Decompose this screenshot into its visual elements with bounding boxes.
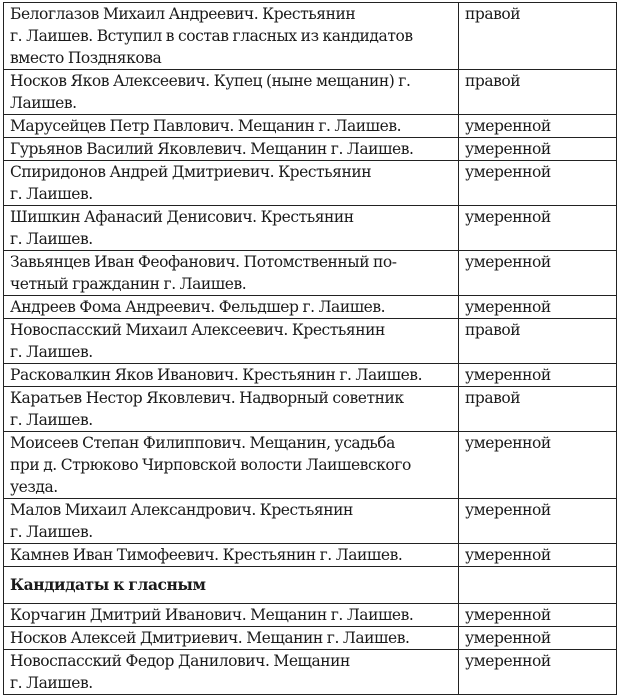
person-description-cell <box>4 650 459 695</box>
candidate-row <box>4 627 617 650</box>
person-description-cell <box>4 206 459 251</box>
description-line: Новоспасский Федор Данилович. Мещанин <box>10 652 350 670</box>
deputies-table <box>3 2 617 695</box>
table-row <box>4 115 617 138</box>
description-line: г. Лаишев. <box>10 674 93 692</box>
description-line: вместо Позднякова <box>10 49 162 67</box>
table-row <box>4 138 617 161</box>
party-cell: умеренной <box>459 604 617 627</box>
description-line: Новоспасский Михаил Алексеевич. Крестьянин <box>10 321 385 339</box>
description-line: г. Лаишев. <box>10 230 93 248</box>
description-line: г. Лаишев. <box>10 411 93 429</box>
description-line: Камнев Иван Тимофеевич. Крестьянин г. Лаишев. <box>10 546 403 564</box>
person-description-cell <box>4 499 459 544</box>
party-cell: правой <box>459 70 617 115</box>
description-line: Каратьев Нестор Яковлевич. Надворный советник <box>10 389 404 407</box>
description-line: г. Лаишев. Вступил в состав гласных из кандидатов <box>10 27 413 45</box>
description-line: Гурьянов Василий Яковлевич. Мещанин г. Лаишев. <box>10 140 414 158</box>
table-row <box>4 319 617 364</box>
person-description-cell <box>4 251 459 296</box>
table-row <box>4 3 617 70</box>
candidates-heading-row <box>4 567 617 604</box>
person-description-cell <box>4 432 459 499</box>
description-line: Носков Яков Алексеевич. Купец (ныне мещанин) г. <box>10 72 411 90</box>
table-row <box>4 70 617 115</box>
description-line: Носков Алексей Дмитриевич. Мещанин г. Лаишев. <box>10 629 410 647</box>
description-line: Марусейцев Петр Павлович. Мещанин г. Лаишев. <box>10 117 402 135</box>
description-line: г. Лаишев. <box>10 343 93 361</box>
description-line: Расковалкин Яков Иванович. Крестьянин г. Лаишев. <box>10 366 423 384</box>
party-cell: правой <box>459 3 617 70</box>
table-row <box>4 499 617 544</box>
table-row <box>4 387 617 432</box>
party-cell: умеренной <box>459 544 617 567</box>
party-cell: умеренной <box>459 115 617 138</box>
description-line: Лаишев. <box>10 94 77 112</box>
person-description-cell <box>4 70 459 115</box>
description-line: Моисеев Степан Филиппович. Мещанин, усадьба <box>10 434 395 452</box>
person-description-cell <box>4 115 459 138</box>
candidates-heading: Кандидаты к гласным <box>4 567 459 604</box>
description-line: г. Лаишев. <box>10 185 93 203</box>
table-row <box>4 544 617 567</box>
party-cell: правой <box>459 319 617 364</box>
party-cell: правой <box>459 387 617 432</box>
party-cell: умеренной <box>459 161 617 206</box>
deputies-table-body <box>4 3 617 695</box>
empty-cell <box>459 567 617 604</box>
party-cell: умеренной <box>459 138 617 161</box>
table-row <box>4 161 617 206</box>
party-cell: умеренной <box>459 499 617 544</box>
party-cell: умеренной <box>459 251 617 296</box>
party-cell: умеренной <box>459 364 617 387</box>
person-description-cell <box>4 364 459 387</box>
description-line: Малов Михаил Александрович. Крестьянин <box>10 501 353 519</box>
table-row <box>4 364 617 387</box>
person-description-cell <box>4 319 459 364</box>
party-cell: умеренной <box>459 206 617 251</box>
description-line: Спиридонов Андрей Дмитриевич. Крестьянин <box>10 163 372 181</box>
description-line: уезда. <box>10 478 58 496</box>
description-line: Белоглазов Михаил Андреевич. Крестьянин <box>10 5 356 23</box>
person-description-cell <box>4 604 459 627</box>
person-description-cell <box>4 161 459 206</box>
description-line: г. Лаишев. <box>10 523 93 541</box>
candidate-row <box>4 650 617 695</box>
candidate-row <box>4 604 617 627</box>
description-line: Андреев Фома Андреевич. Фельдшер г. Лаишев. <box>10 298 386 316</box>
table-row <box>4 432 617 499</box>
party-cell: умеренной <box>459 627 617 650</box>
description-line: четный гражданин г. Лаишев. <box>10 275 247 293</box>
party-cell: умеренной <box>459 296 617 319</box>
description-line: Шишкин Афанасий Денисович. Крестьянин <box>10 208 354 226</box>
person-description-cell <box>4 627 459 650</box>
description-line: Корчагин Дмитрий Иванович. Мещанин г. Лаишев. <box>10 606 414 624</box>
table-row <box>4 251 617 296</box>
party-cell: умеренной <box>459 650 617 695</box>
description-line: Завьянцев Иван Феофанович. Потомственный по- <box>10 253 397 271</box>
table-row <box>4 206 617 251</box>
person-description-cell <box>4 296 459 319</box>
table-row <box>4 296 617 319</box>
person-description-cell <box>4 138 459 161</box>
description-line: при д. Стрюково Чирповской волости Лаишевского <box>10 456 411 474</box>
person-description-cell <box>4 387 459 432</box>
party-cell: умеренной <box>459 432 617 499</box>
person-description-cell <box>4 3 459 70</box>
person-description-cell <box>4 544 459 567</box>
